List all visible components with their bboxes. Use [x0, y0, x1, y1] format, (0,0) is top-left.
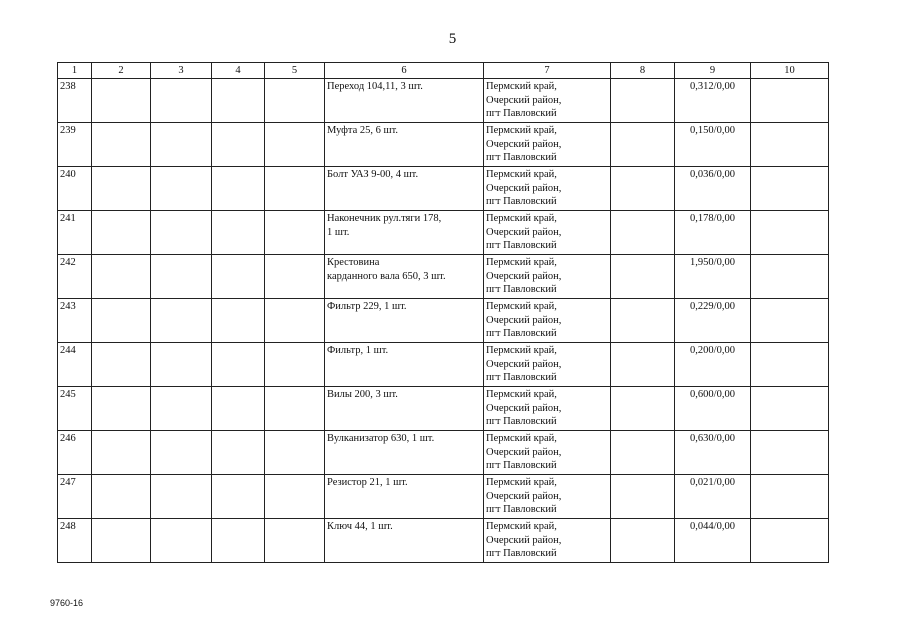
- column-header: 7: [484, 63, 611, 79]
- empty-cell: [212, 343, 265, 387]
- address-cell: [484, 387, 611, 431]
- row-number-cell: 238: [58, 79, 92, 123]
- empty-cell: [751, 475, 829, 519]
- address-line: Пермский край,: [486, 81, 557, 92]
- address-line: Очерский район,: [486, 314, 562, 326]
- item-name-cell: [325, 255, 484, 299]
- empty-cell: [151, 123, 212, 167]
- value-cell: 1,950/0,00: [675, 255, 751, 299]
- address-line: Пермский край,: [486, 345, 557, 356]
- empty-cell: [92, 343, 151, 387]
- empty-cell: [212, 387, 265, 431]
- empty-cell: [151, 299, 212, 343]
- empty-cell: [751, 431, 829, 475]
- empty-cell: [751, 167, 829, 211]
- column-header: 4: [212, 63, 265, 79]
- value-cell: 0,600/0,00: [675, 387, 751, 431]
- address-line: Очерский район,: [486, 138, 562, 150]
- empty-cell: [611, 255, 675, 299]
- address-line: Очерский район,: [486, 446, 562, 458]
- empty-cell: [151, 343, 212, 387]
- empty-cell: [92, 299, 151, 343]
- value-cell: 0,021/0,00: [675, 475, 751, 519]
- item-name-line: Вулканизатор 630, 1 шт.: [327, 433, 435, 444]
- empty-cell: [92, 123, 151, 167]
- address-line: Пермский край,: [486, 301, 557, 312]
- table-row: [58, 79, 829, 123]
- value-cell: 0,044/0,00: [675, 519, 751, 563]
- table-row: [58, 519, 829, 563]
- table-row: [58, 211, 829, 255]
- empty-cell: [151, 431, 212, 475]
- empty-cell: [265, 211, 325, 255]
- item-name-line: Ключ 44, 1 шт.: [327, 521, 393, 532]
- empty-cell: [151, 167, 212, 211]
- item-name-line: Крестовина: [327, 257, 380, 268]
- item-name-cell: [325, 299, 484, 343]
- address-line: Очерский район,: [486, 402, 562, 414]
- value-cell: 0,036/0,00: [675, 167, 751, 211]
- table-row: [58, 343, 829, 387]
- empty-cell: [265, 431, 325, 475]
- address-cell: [484, 519, 611, 563]
- empty-cell: [212, 211, 265, 255]
- table-row: [58, 475, 829, 519]
- empty-cell: [265, 123, 325, 167]
- item-name-line: Муфта 25, 6 шт.: [327, 125, 399, 136]
- empty-cell: [265, 167, 325, 211]
- empty-cell: [751, 123, 829, 167]
- address-cell: [484, 299, 611, 343]
- column-header: 6: [325, 63, 484, 79]
- empty-cell: [151, 475, 212, 519]
- row-number-cell: 243: [58, 299, 92, 343]
- empty-cell: [265, 475, 325, 519]
- table-row: [58, 255, 829, 299]
- empty-cell: [92, 79, 151, 123]
- empty-cell: [212, 79, 265, 123]
- address-cell: [484, 475, 611, 519]
- address-line: Очерский район,: [486, 358, 562, 370]
- address-line: Пермский край,: [486, 213, 557, 224]
- item-name-line: 1 шт.: [327, 226, 350, 238]
- item-name-cell: [325, 431, 484, 475]
- address-line: Очерский район,: [486, 490, 562, 502]
- address-line: пгт Павловский: [486, 504, 557, 515]
- row-number-cell: 241: [58, 211, 92, 255]
- address-line: пгт Павловский: [486, 108, 557, 119]
- item-name-line: Болт УАЗ 9-00, 4 шт.: [327, 169, 419, 180]
- header-row: [58, 63, 829, 79]
- column-header: 3: [151, 63, 212, 79]
- empty-cell: [751, 343, 829, 387]
- empty-cell: [92, 255, 151, 299]
- address-cell: [484, 211, 611, 255]
- address-line: пгт Павловский: [486, 152, 557, 163]
- item-name-line: Фильтр 229, 1 шт.: [327, 301, 407, 312]
- address-line: Пермский край,: [486, 257, 557, 268]
- item-name-cell: [325, 79, 484, 123]
- item-name-line: Резистор 21, 1 шт.: [327, 477, 408, 488]
- item-name-line: Наконечник рул.тяги 178,: [327, 213, 442, 224]
- address-line: пгт Павловский: [486, 416, 557, 427]
- empty-cell: [265, 343, 325, 387]
- empty-cell: [92, 387, 151, 431]
- empty-cell: [265, 519, 325, 563]
- address-cell: [484, 123, 611, 167]
- value-cell: 0,312/0,00: [675, 79, 751, 123]
- row-number-cell: 246: [58, 431, 92, 475]
- empty-cell: [611, 299, 675, 343]
- table-body: [58, 79, 829, 563]
- address-line: Очерский район,: [486, 226, 562, 238]
- row-number-cell: 240: [58, 167, 92, 211]
- empty-cell: [751, 211, 829, 255]
- item-name-cell: [325, 211, 484, 255]
- value-cell: 0,178/0,00: [675, 211, 751, 255]
- empty-cell: [212, 431, 265, 475]
- address-line: Пермский край,: [486, 125, 557, 136]
- empty-cell: [751, 255, 829, 299]
- table-row: [58, 431, 829, 475]
- empty-cell: [151, 79, 212, 123]
- empty-cell: [611, 167, 675, 211]
- row-number-cell: 247: [58, 475, 92, 519]
- value-cell: 0,150/0,00: [675, 123, 751, 167]
- address-cell: [484, 79, 611, 123]
- empty-cell: [611, 211, 675, 255]
- property-table: [57, 62, 829, 563]
- empty-cell: [611, 343, 675, 387]
- empty-cell: [611, 475, 675, 519]
- address-line: пгт Павловский: [486, 548, 557, 559]
- item-name-cell: [325, 343, 484, 387]
- document-code: 9760-16: [50, 598, 84, 608]
- address-line: пгт Павловский: [486, 240, 557, 251]
- row-number-cell: 245: [58, 387, 92, 431]
- empty-cell: [212, 167, 265, 211]
- address-line: Пермский край,: [486, 477, 557, 488]
- empty-cell: [92, 211, 151, 255]
- table-row: [58, 167, 829, 211]
- address-line: пгт Павловский: [486, 284, 557, 295]
- empty-cell: [212, 519, 265, 563]
- address-line: Очерский район,: [486, 94, 562, 106]
- empty-cell: [212, 123, 265, 167]
- row-number-cell: 242: [58, 255, 92, 299]
- empty-cell: [212, 299, 265, 343]
- item-name-line: карданного вала 650, 3 шт.: [327, 270, 446, 282]
- empty-cell: [751, 519, 829, 563]
- column-header: 9: [675, 63, 751, 79]
- address-line: Пермский край,: [486, 389, 557, 400]
- empty-cell: [92, 519, 151, 563]
- row-number-cell: 248: [58, 519, 92, 563]
- address-cell: [484, 255, 611, 299]
- item-name-cell: [325, 167, 484, 211]
- empty-cell: [151, 211, 212, 255]
- column-header: 5: [265, 63, 325, 79]
- row-number-cell: 244: [58, 343, 92, 387]
- empty-cell: [92, 167, 151, 211]
- address-line: пгт Павловский: [486, 372, 557, 383]
- address-line: Очерский район,: [486, 182, 562, 194]
- empty-cell: [611, 123, 675, 167]
- table-row: [58, 299, 829, 343]
- item-name-line: Фильтр, 1 шт.: [327, 345, 389, 356]
- empty-cell: [265, 255, 325, 299]
- column-header: 1: [58, 63, 92, 79]
- address-line: Очерский район,: [486, 534, 562, 546]
- value-cell: 0,200/0,00: [675, 343, 751, 387]
- empty-cell: [151, 519, 212, 563]
- empty-cell: [212, 475, 265, 519]
- empty-cell: [751, 79, 829, 123]
- empty-cell: [92, 475, 151, 519]
- empty-cell: [151, 387, 212, 431]
- address-line: Очерский район,: [486, 270, 562, 282]
- item-name-line: Переход 104,11, 3 шт.: [327, 81, 423, 92]
- item-name-cell: [325, 475, 484, 519]
- empty-cell: [212, 255, 265, 299]
- address-line: Пермский край,: [486, 169, 557, 180]
- empty-cell: [611, 79, 675, 123]
- address-line: Пермский край,: [486, 433, 557, 444]
- item-name-cell: [325, 519, 484, 563]
- empty-cell: [265, 299, 325, 343]
- address-cell: [484, 167, 611, 211]
- column-header: 10: [751, 63, 829, 79]
- item-name-cell: [325, 123, 484, 167]
- empty-cell: [611, 519, 675, 563]
- column-header: 8: [611, 63, 675, 79]
- address-cell: [484, 431, 611, 475]
- column-header: 2: [92, 63, 151, 79]
- table-row: [58, 123, 829, 167]
- empty-cell: [611, 431, 675, 475]
- row-number-cell: 239: [58, 123, 92, 167]
- table-row: [58, 387, 829, 431]
- address-line: Пермский край,: [486, 521, 557, 532]
- address-cell: [484, 343, 611, 387]
- item-name-line: Вилы 200, 3 шт.: [327, 389, 398, 400]
- empty-cell: [265, 387, 325, 431]
- page-number: 5: [448, 31, 457, 47]
- empty-cell: [751, 387, 829, 431]
- empty-cell: [611, 387, 675, 431]
- empty-cell: [92, 431, 151, 475]
- empty-cell: [265, 79, 325, 123]
- empty-cell: [151, 255, 212, 299]
- address-line: пгт Павловский: [486, 328, 557, 339]
- value-cell: 0,229/0,00: [675, 299, 751, 343]
- address-line: пгт Павловский: [486, 196, 557, 207]
- item-name-cell: [325, 387, 484, 431]
- value-cell: 0,630/0,00: [675, 431, 751, 475]
- empty-cell: [751, 299, 829, 343]
- address-line: пгт Павловский: [486, 460, 557, 471]
